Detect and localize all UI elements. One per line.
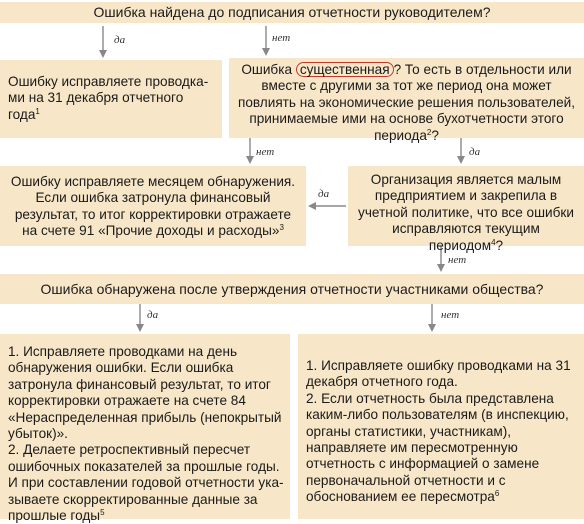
arrow-significant-yes-head [457, 156, 465, 164]
box-month-found [0, 166, 306, 246]
box-small-org-tail: ? [495, 237, 504, 253]
arrow-top-no-head [262, 48, 270, 56]
highlight-significant: существенная [296, 62, 394, 77]
footnote-ref-6: 6 [494, 489, 500, 499]
second-question-text: Ошибка обнаружена после утверждения отчетности участниками общества? [40, 281, 544, 297]
box-small-org [348, 166, 584, 253]
box-after-yes [0, 334, 290, 524]
arrow-second-no-head [428, 324, 436, 332]
top-question [0, 2, 584, 23]
arrow-second-yes-head [136, 324, 144, 332]
box-fix-dec31-text: Ошибку исправляете проводками на 31 декабря отчетного года [8, 74, 209, 122]
box-significant [229, 58, 584, 143]
box-significant-tail: ? [431, 127, 439, 143]
label-no-1: нет [272, 32, 291, 44]
box-fix-dec31 [0, 60, 222, 138]
box-after-yes-p3: И при составлении годовой отчетности указываете скорректированные данные за прошлые годы [8, 475, 284, 524]
footnote-ref-3: 3 [279, 223, 284, 233]
box-after-no-p2: 2. Если отчетность была представлена каким-либо пользователям (в инспекцию, органы статистики, участникам), направляете им пересмотренную отчетность с информацией о замене первоначальной отчетности и с обоснованием ее пересмотра [306, 390, 569, 505]
top-question-text: Ошибка найдена до подписания отчетности руководителем? [93, 4, 491, 20]
arrow-small-yes-head [308, 202, 316, 210]
footnote-ref-4: 4 [491, 237, 496, 247]
box-after-yes-p1: 1. Исправляете проводками на день обнаружения ошибки. Если ошибка затронула финансовый результат, то итог корректировки отражаете на счете 84 «Нераспределенная прибыль (непокрытый убыток)». [8, 344, 282, 442]
footnote-ref-1: 1 [35, 106, 40, 116]
box-significant-after: ? То есть в отдельности или вместе с другими за тот же период она может повлиять на экономические решения пользователей, принимаемые ими на основе бухотчетности этого периода [237, 62, 576, 143]
label-yes-1: да [114, 34, 126, 46]
box-small-org-text: Организация является малым предприятием и закрепила в учетной политике, что все ошибки исправляются текущим периодом [358, 172, 574, 253]
label-no-4: нет [441, 309, 460, 321]
label-yes-3: да [318, 188, 330, 200]
box-significant-before: Ошибка [241, 62, 296, 77]
box-month-found-text: Ошибку исправляете месяцем обнаружения. Если ошибка затронула финансовый результат, то итог корректировки отражаете на счете 91 «Прочие доходы и расходы» [10, 174, 296, 239]
label-no-3: нет [448, 254, 467, 266]
box-after-no-p1: 1. Исправляете ошибку проводками на 31 декабря отчетного года. [306, 358, 571, 390]
arrow-small-no-head [437, 264, 445, 272]
box-after-yes-p2: 2. Делаете ретроспективный пересчет ошибочных показателей за прошлые годы. [8, 442, 280, 474]
label-yes-2: да [469, 146, 481, 158]
arrow-top-yes-head [99, 50, 107, 58]
footnote-ref-2: 2 [426, 127, 432, 137]
footnote-ref-5: 5 [100, 508, 105, 518]
arrow-significant-no-head [246, 156, 254, 164]
second-question [0, 274, 584, 304]
box-after-no [298, 334, 584, 519]
label-no-2: нет [256, 146, 275, 158]
label-yes-4: да [147, 309, 159, 321]
